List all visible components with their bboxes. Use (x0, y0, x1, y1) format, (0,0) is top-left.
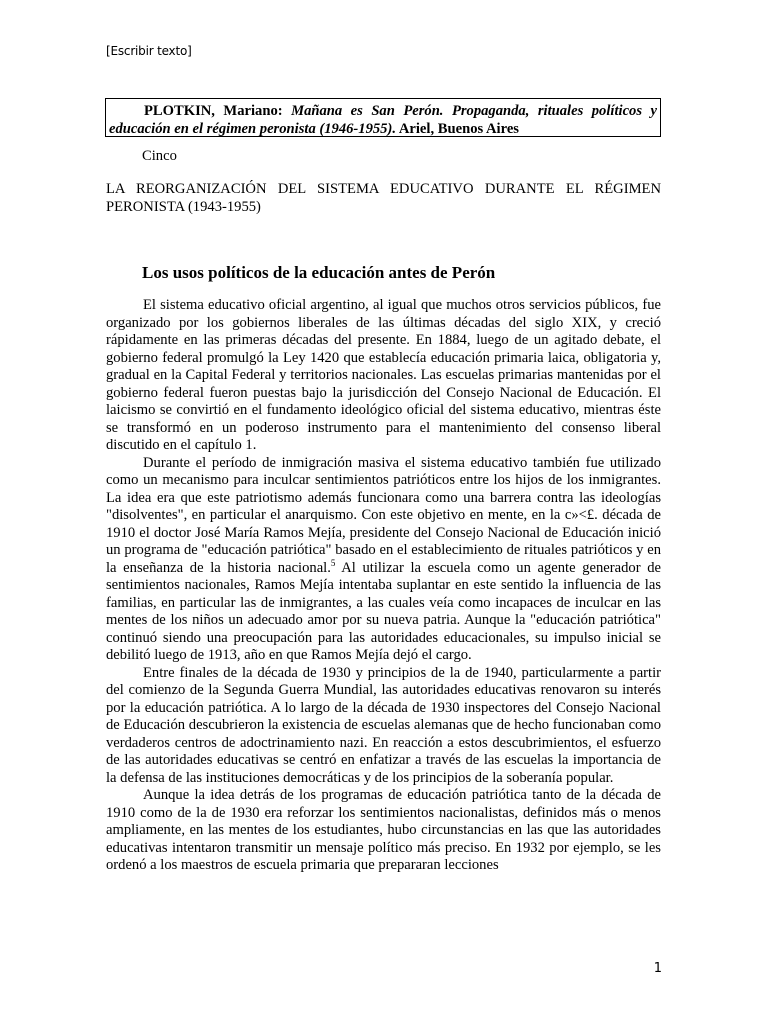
citation-title: Mañana es San Perón. Propaganda, rituales políticos y educación en el régimen peronista (1946-1955). (109, 103, 657, 137)
page-header: [Escribir texto] (106, 44, 192, 58)
paragraph-text: Durante el período de inmigración masiva el sistema educativo también fue utilizado como un mecanismo para inculcar sentimientos patrióticos entre los hijos de los inmigrantes. La idea era que este patriotismo además funcionara como una barrera contra las ideologías "disolventes", en particular el anarquismo. Con este objetivo en mente, en la c»<£. década de 1910 el doctor José María Ramos Mejía, presidente del Consejo Nacional de Educación inició un programa de "educación patriótica" basado en el establecimiento de rituales patrióticos y en la enseñanza de la historia nacional. (106, 454, 661, 576)
paragraph (106, 455, 661, 665)
paragraph: El sistema educativo oficial argentino, al igual que muchos otros servicios públicos, fue organizado por los gobiernos liberales de las últimas décadas del siglo XIX, y creció rápidamente en las primeras décadas del presente. En 1884, luego de un agitado debate, el gobierno federal promulgó la Ley 1420 que establecía educación primaria laica, obligatoria y, gradual en la Capital Federal y territorios nacionales. Las escuelas primarias mantenidas por el gobierno federal fueron puestas bajo la jurisdicción del Consejo Nacional de Educación. El laicismo se convirtió en el fundamento ideológico oficial del sistema educativo, mientras éste se transformó en un poderoso instrumento para el mantenimiento del consenso liberal discutido en el capítulo 1. (106, 297, 661, 453)
body-text (106, 297, 661, 875)
page-number: 1 (653, 961, 662, 976)
citation-publisher: Ariel, Buenos Aires (398, 120, 519, 137)
chapter-number: Cinco (142, 148, 177, 164)
citation-box (105, 98, 661, 137)
citation-author: PLOTKIN, Mariano: (144, 103, 283, 119)
section-title: Los usos políticos de la educación antes de Perón (142, 263, 496, 282)
paragraph: Aunque la idea detrás de los programas de educación patriótica tanto de la década de 1910 como de la de 1930 era reforzar los sentimientos nacionalistas, definidos más o menos ampliamente, en las mentes de los estudiantes, hubo circunstancias en las que las autoridades educativas intentaron transmitir un mensaje político más preciso. En 1932 por ejemplo, se les ordenó a los maestros de escuela primaria que prepararan lecciones (106, 787, 661, 873)
chapter-title: LA REORGANIZACIÓN DEL SISTEMA EDUCATIVO DURANTE EL RÉGIMEN PERONISTA (1943-1955) (106, 181, 661, 215)
footnote-marker[interactable]: 5 (330, 557, 336, 568)
paragraph-text: Al utilizar la escuela como un agente generador de sentimientos nacionales, Ramos Mejía intentaba suplantar en este sentido la influencia de las familias, en particular las de inmigrantes, a las cuales veía como incapaces de inculcar en las mentes de los niños un adecuado amor por su nueva patria. Aunque la "educación patriótica" continuó siendo una preocupación para las autoridades educacionales, su impulso inicial se debilitó luego de 1913, año en que Ramos Mejía dejó el cargo. (106, 559, 661, 663)
paragraph: Entre finales de la década de 1930 y principios de la de 1940, particularmente a partir del comienzo de la Segunda Guerra Mundial, las autoridades educativas renovaron su interés por la educación patriótica. A lo largo de la década de 1930 inspectores del Consejo Nacional de Educación descubrieron la existencia de escuelas alemanas que de hecho funcionaban como verdaderos centros de adoctrinamiento nazi. En reacción a estos descubrimientos, el esfuerzo de las autoridades educativas se centró en enfatizar a través de las escuelas la importancia de la defensa de las instituciones democráticas y de los principios de la soberanía popular. (106, 664, 661, 786)
